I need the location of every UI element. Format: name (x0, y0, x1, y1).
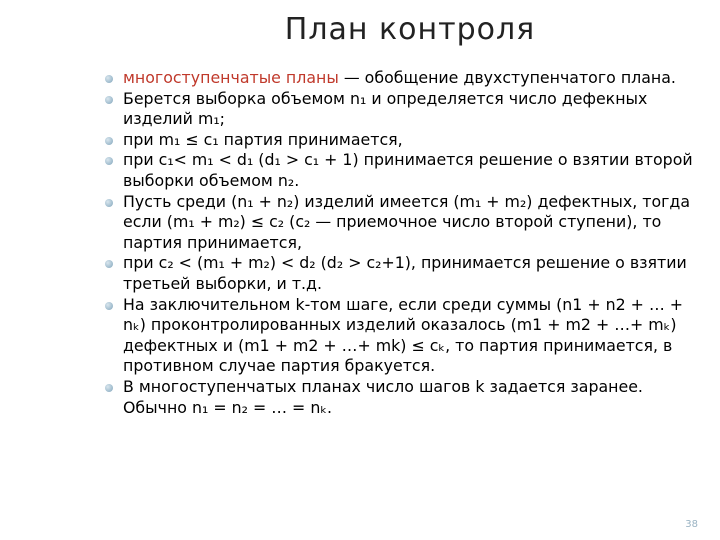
bullet-dot-icon (105, 384, 113, 392)
bullet-dot-icon (105, 75, 113, 83)
bullet-text: Берется выборка объемом n₁ и определяется число дефекных изделий m₁; (123, 88, 648, 129)
bullet-text: В многоступенчатых планах число шагов k задается заранее. Обычно n₁ = n₂ = … = nₖ. (123, 376, 643, 417)
bullet-text: — обобщение двухступенчатого плана. (338, 68, 676, 87)
bullet-item (103, 130, 693, 151)
bullet-item (103, 253, 693, 294)
bullet-dot-icon (105, 137, 113, 145)
bullet-dot-icon (105, 302, 113, 310)
bullet-item (103, 192, 693, 254)
bullet-dot-icon (105, 260, 113, 268)
bullet-item (103, 150, 693, 191)
bullet-highlight: многоступенчатые планы (123, 68, 339, 87)
page-number: 38 (685, 519, 698, 530)
bullet-item (103, 377, 693, 418)
bullet-dot-icon (105, 96, 113, 104)
bullet-item (103, 68, 693, 89)
bullet-text: при m₁ ≤ c₁ партия принимается, (123, 129, 403, 149)
bullet-dot-icon (105, 199, 113, 207)
bullet-text: при c₂ < (m₁ + m₂) < d₂ (d₂ > c₂+1), принимается решение о взятии третьей выборки, и т.д. (123, 253, 687, 293)
bullet-dot-icon (105, 157, 113, 165)
slide-title: План контроля (284, 12, 536, 47)
bullet-item (103, 89, 693, 130)
bullet-text: На заключительном k-том шаге, если среди суммы (n1 + n2 + … + nₖ) проконтролированных изделий оказалось (m1 + m2 + …+ mₖ) дефектных и (m1 + m2 + …+ mk) ≤ cₖ, то партия принимается, в противном случае партия бракуется. (123, 294, 683, 376)
bullet-text: Пусть среди (n₁ + n₂) изделий имеется (m₁ + m₂) дефектных, тогда если (m₁ + m₂) ≤ c₂ (c₂ — приемочное число второй ступени), то партия принимается, (123, 191, 691, 252)
bullet-text: при c₁< m₁ < d₁ (d₁ > c₁ + 1) принимается решение о взятии второй выборки объемом n₂. (123, 150, 693, 190)
bullet-list (103, 68, 693, 418)
bullet-item (103, 295, 693, 377)
